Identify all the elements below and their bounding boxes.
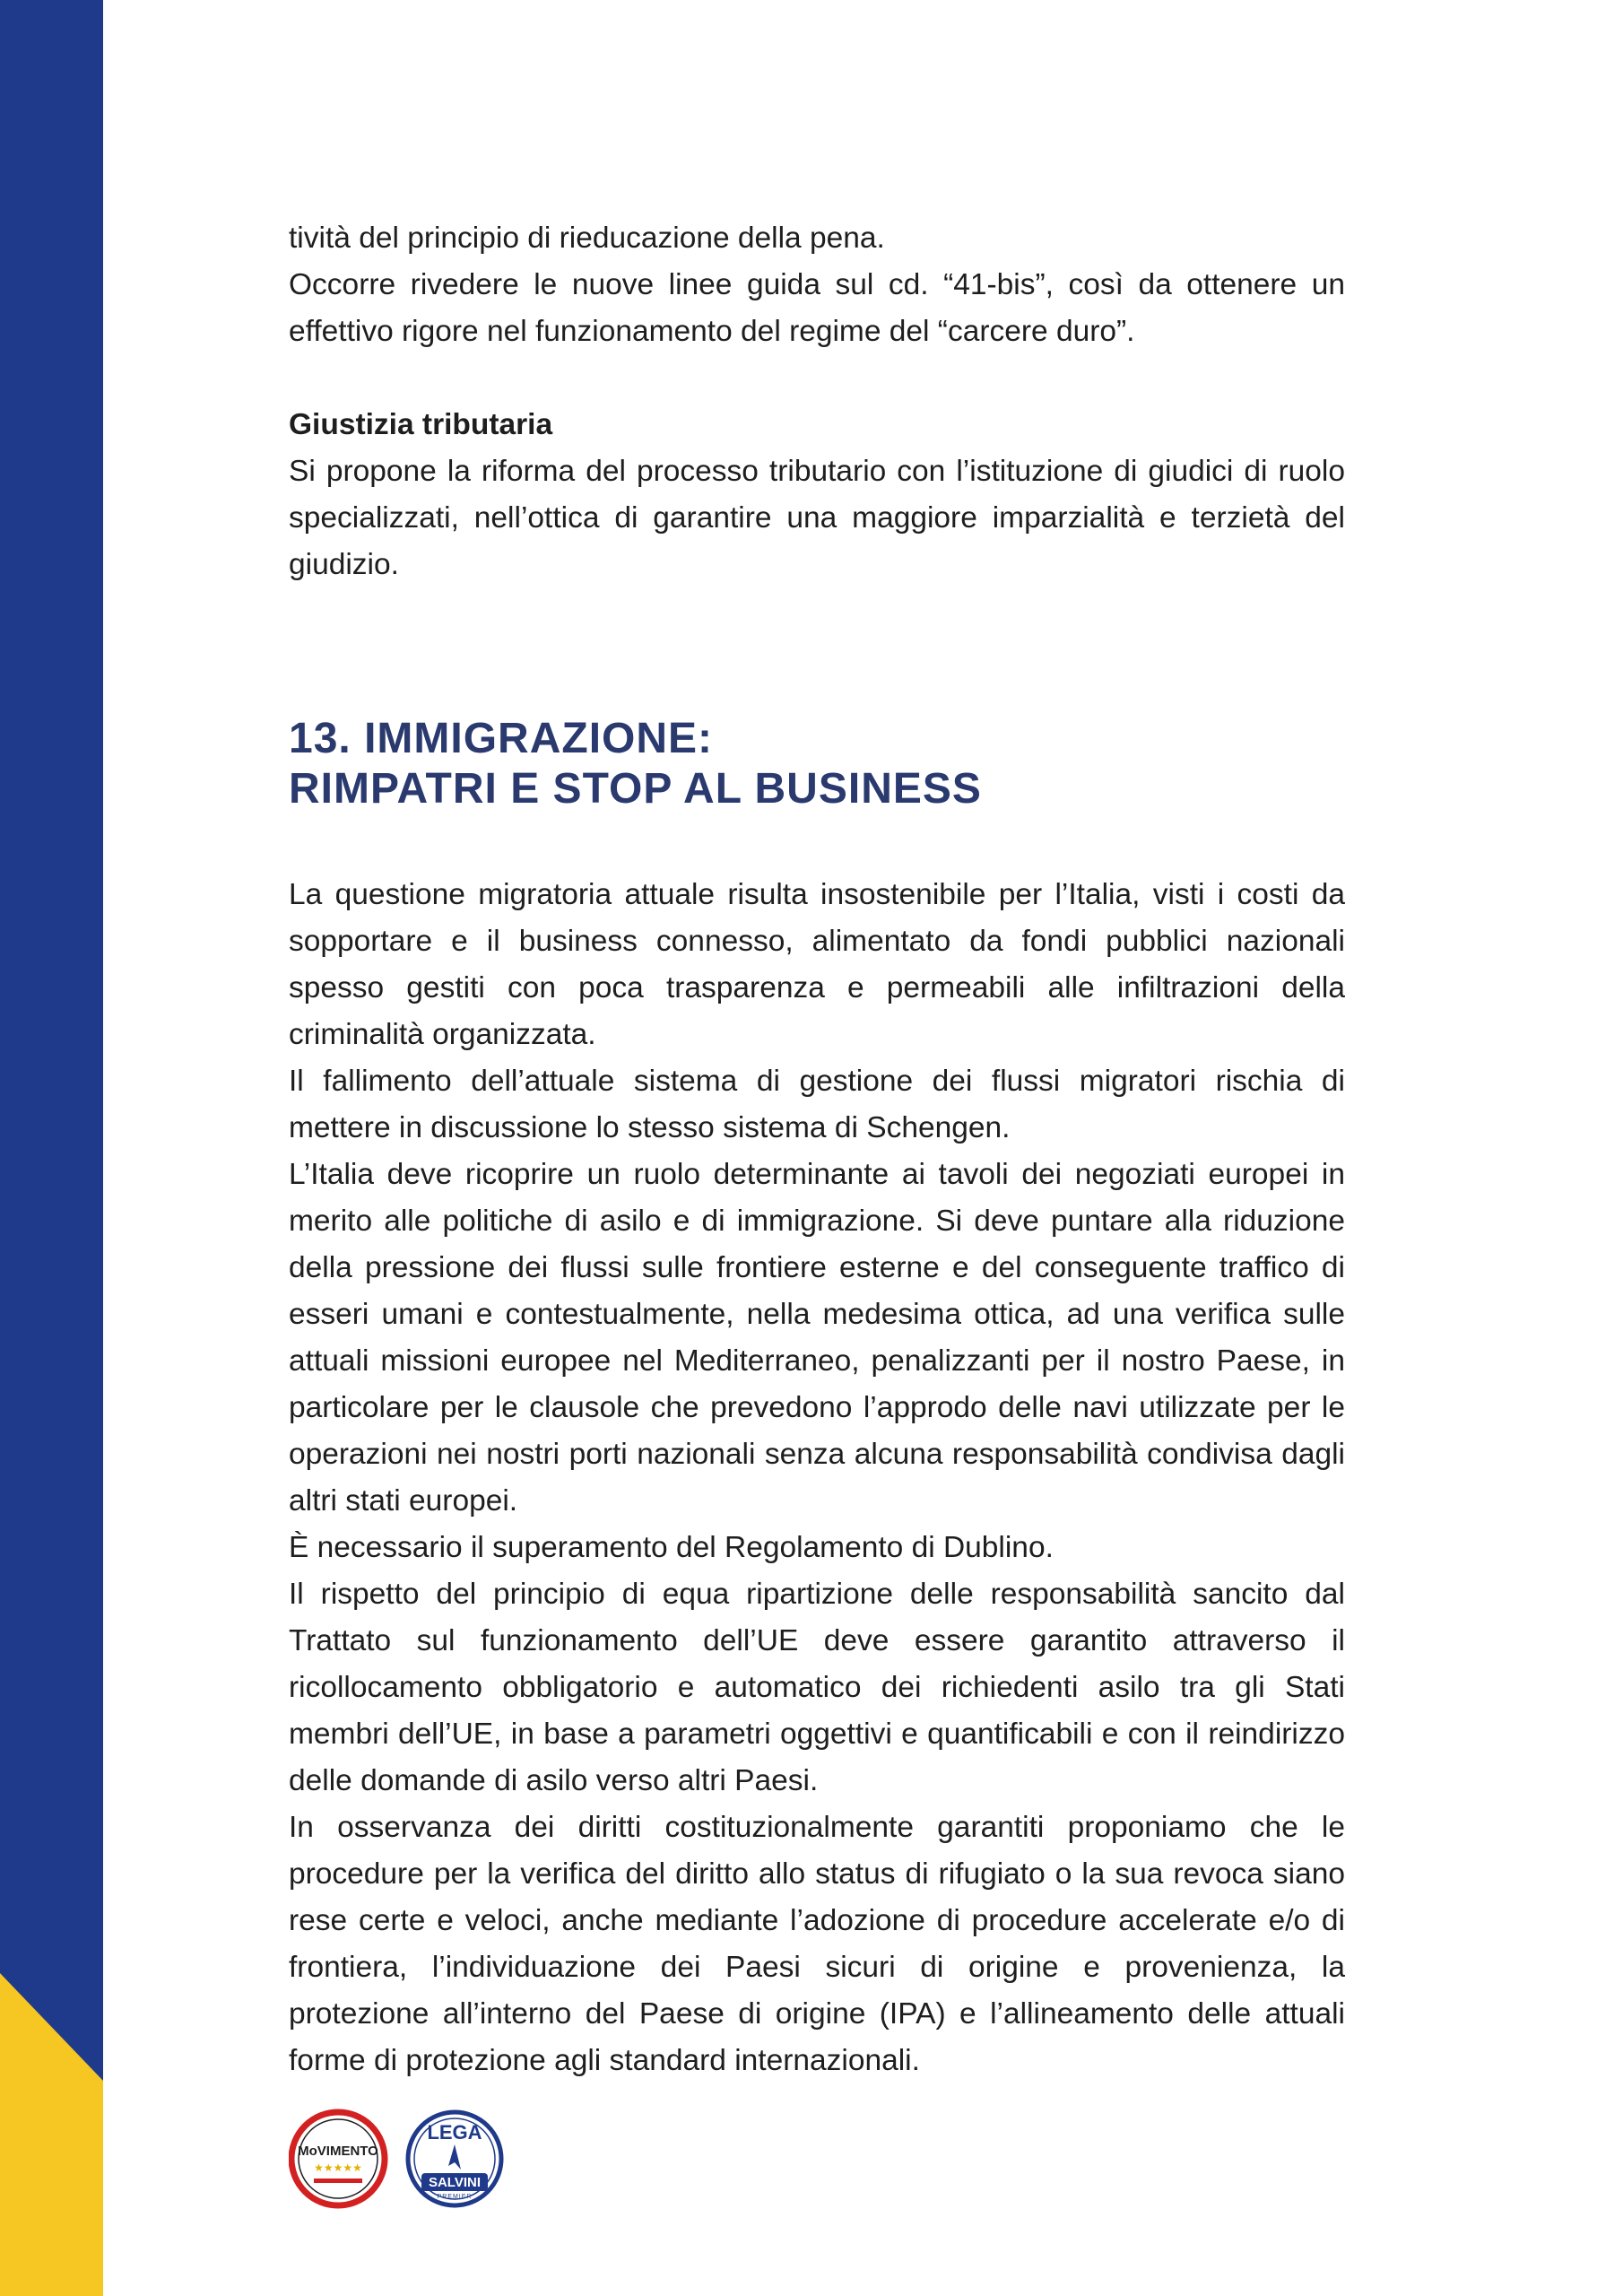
section-paragraph-1: La questione migratoria attuale risulta insostenibile per l’Italia, visti i costi da sopportare e il business connesso, alimentato da fondi pubblici nazionali spesso gestiti con poca trasparenza e permeabili alle infiltrazioni della criminalità organizzata. — [289, 878, 1345, 1051]
intro-line-1: tività del principio di rieducazione della pena. — [289, 222, 885, 255]
section-paragraph-6: In osservanza dei diritti costituzionalmente garantiti proponiamo che le procedure per la verifica del diritto allo status di rifugiato o la sua revoca siano rese certe e veloci, anche mediante l’adozione di procedure accelerate e/o di frontiera, l’individuazione dei Paesi sicuri di origine e provenienza, la protezione all’interno del Paese di origine (IPA) e l’allineamento delle attuali forme di protezione agli standard internazionali. — [289, 1811, 1345, 2077]
lega-salvini-logo — [408, 2112, 501, 2205]
page-content — [289, 215, 1345, 2084]
section-paragraph-2: Il fallimento dell’attuale sistema di gestione dei flussi migratori rischia di mettere in discussione lo stesso sistema di Schengen. — [289, 1065, 1345, 1144]
section-title-line-2: RIMPATRI E STOP AL BUSINESS — [289, 765, 982, 813]
section-paragraph-4: È necessario il superamento del Regolamento di Dublino. — [289, 1531, 1054, 1564]
section-paragraph-3: L’Italia deve ricoprire un ruolo determinante ai tavoli dei negoziati europei in merito alle politiche di asilo e di immigrazione. Si deve puntare alla riduzione della pressione dei flussi sulle frontiere esterne e del conseguente traffico di esseri umani e contestualmente, nella medesima ottica, ad una verifica sulle attuali missioni europee nel Mediterraneo, penalizzanti per il nostro Paese, in particolare per le clausole che prevedono l’approdo delle navi utilizzate per le operazioni nei nostri porti nazionali senza alcuna responsabilità condivisa dagli altri stati europei. — [289, 1158, 1345, 1518]
intro-paragraph: Occorre rivedere le nuove linee guida sul cd. “41-bis”, così da ottenere un effettivo rigore nel funzionamento del regime del “carcere duro”. — [289, 268, 1345, 348]
section-paragraph-5: Il rispetto del principio di equa ripartizione delle responsabilità sancito dal Trattato sul funzionamento dell’UE deve essere garantito attraverso il ricollocamento obbligatorio e automatico dei richiedenti asilo tra gli Stati membri dell’UE, in base a parametri oggettivi e quantificabili e con il reindirizzo delle domande di asilo verso altri Paesi. — [289, 1578, 1345, 1797]
svg-text:★★★★★: ★★★★★ — [314, 2161, 362, 2174]
party-logos — [289, 2103, 522, 2215]
giustizia-tributaria-text: Si propone la riforma del processo tributario con l’istituzione di giudici di ruolo specializzati, nell’ottica di garantire una maggiore imparzialità e terzietà del giudizio. — [289, 455, 1345, 581]
corner-yellow-triangle — [0, 0, 103, 2296]
svg-text:MoVIMENTO: MoVIMENTO — [298, 2144, 378, 2159]
svg-text:SALVINI: SALVINI — [428, 2175, 482, 2190]
section-title-line-1: 13. IMMIGRAZIONE: — [289, 715, 714, 762]
giustizia-tributaria-heading: Giustizia tributaria — [289, 408, 553, 441]
svg-text:PREMIER: PREMIER — [437, 2194, 473, 2200]
svg-text:LEGA: LEGA — [427, 2121, 482, 2144]
movimento-5-stelle-logo — [291, 2112, 385, 2205]
